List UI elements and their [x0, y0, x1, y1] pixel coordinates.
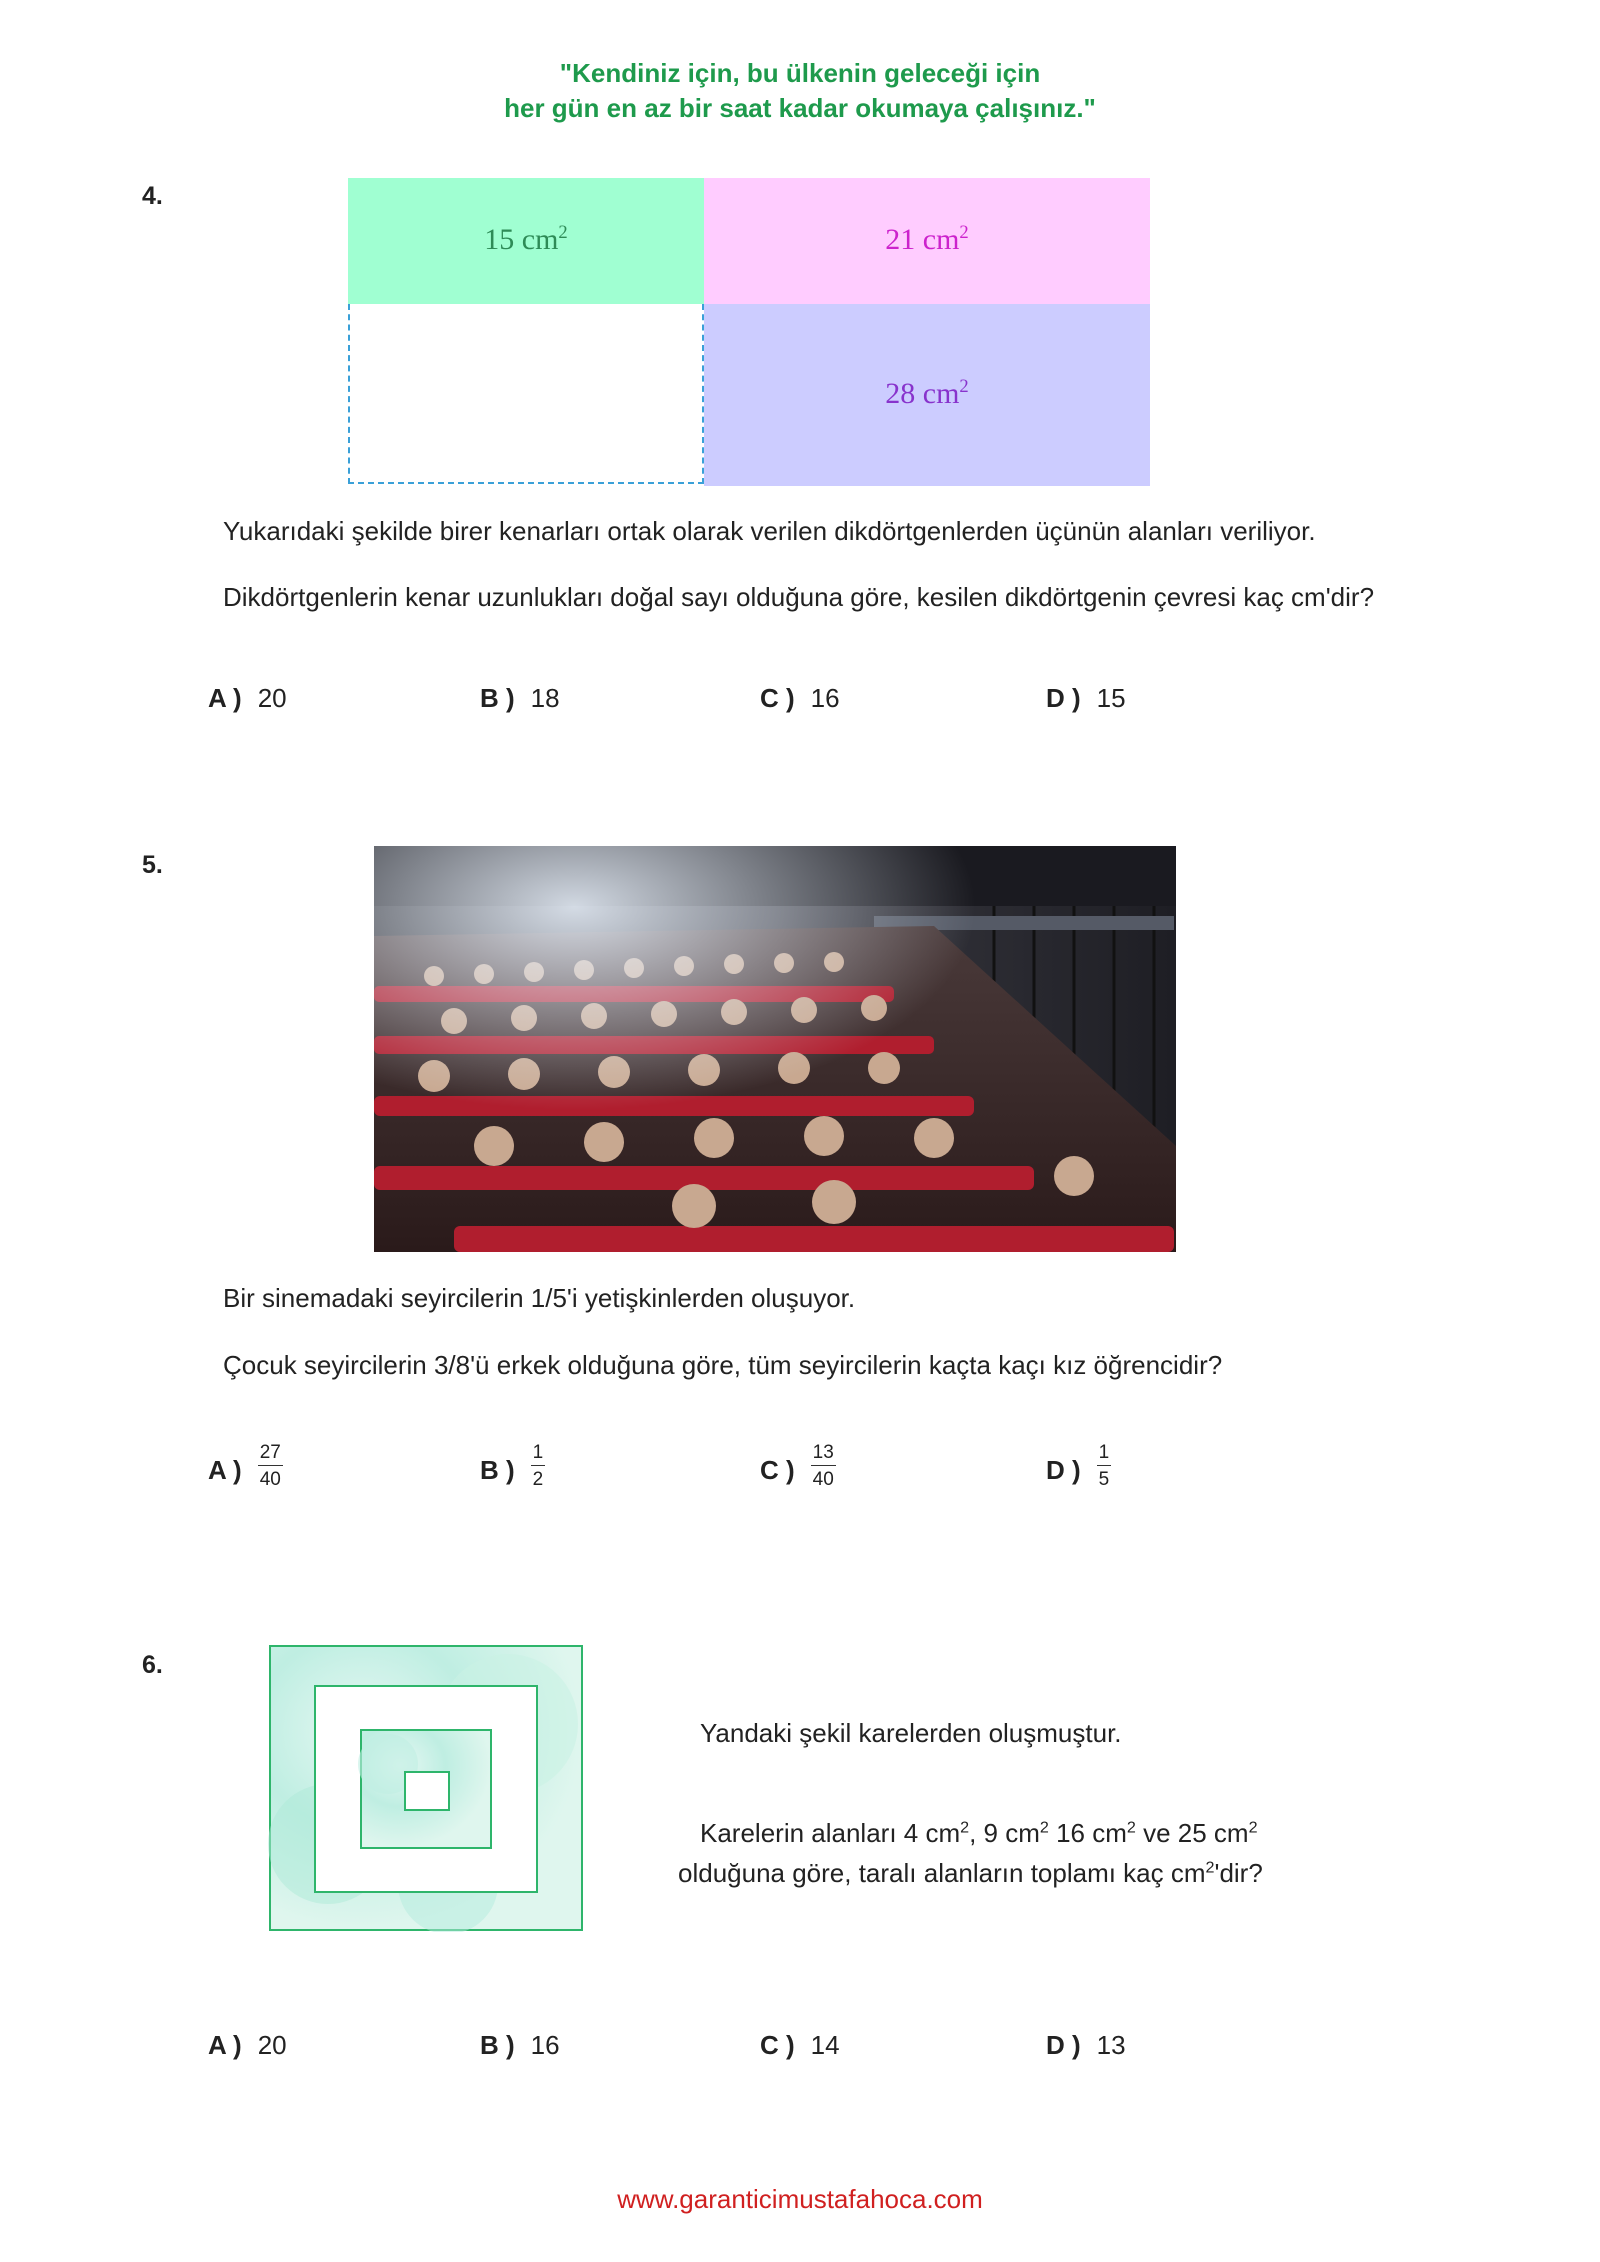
rectangles-figure [348, 178, 1150, 486]
q6-text-3: olduğuna göre, taralı alanların toplamı kaç $cm^2'dir$? [678, 1858, 1263, 1888]
rect-cut-dashed [348, 304, 704, 484]
rect-top-left [348, 178, 704, 304]
q4-option-c[interactable]: C ) 16 [760, 683, 840, 713]
question-number-5: 5. [142, 851, 163, 879]
nested-squares-figure [268, 1644, 584, 1932]
fraction: $\frac{13}{40}$ [812, 1442, 834, 1490]
q4-text-1: Yukarıdaki şekilde birer kenarları ortak olarak verilen dikdörtgenlerden üçünün alanları veriliyor. [223, 516, 1316, 546]
rect-top-right [704, 178, 1150, 304]
fraction: $\frac{1}{5}$ [1098, 1442, 1110, 1490]
footer-url[interactable]: www.garanticimustafahoca.com [617, 2184, 983, 2214]
q6-option-c[interactable]: C ) 14 [760, 2030, 840, 2060]
area-label-top-right: 21 $cm^2$ [885, 222, 969, 256]
q6-text-2: Karelerin alanları 4 $cm^2$, 9 $cm^2$ 16 $cm^2$ ve 25 $cm^2$ [700, 1818, 1258, 1848]
question-number-4: 4. [142, 182, 163, 210]
q5-option-d[interactable]: D ) $\frac{1}{5}$ [1046, 1442, 1110, 1490]
question-number-6: 6. [142, 1651, 163, 1679]
q4-option-d[interactable]: D ) 15 [1046, 683, 1126, 713]
header-quote [0, 56, 1600, 126]
area-label-top-left: 15 $cm^2$ [484, 222, 568, 256]
fraction: $\frac{27}{40}$ [259, 1442, 281, 1490]
q5-option-b[interactable]: B ) $\frac{1}{2}$ [480, 1442, 544, 1490]
q6-option-d[interactable]: D ) 13 [1046, 2030, 1126, 2060]
q6-text-1: Yandaki şekil karelerden oluşmuştur. [700, 1718, 1122, 1748]
area-label-bottom-right: 28 $cm^2$ [885, 376, 969, 410]
q6-option-a[interactable]: A ) 20 [208, 2030, 287, 2060]
cinema-audience-photo [374, 846, 1176, 1252]
q6-option-b[interactable]: B ) 16 [480, 2030, 560, 2060]
fraction: $\frac{1}{2}$ [532, 1442, 544, 1490]
q5-option-a[interactable]: A ) $\frac{27}{40}$ [208, 1442, 281, 1490]
q5-text-1: Bir sinemadaki seyircilerin 1/5'i yetişkinlerden oluşuyor. [223, 1283, 856, 1313]
q5-text-2: Çocuk seyircilerin 3/8'ü erkek olduğuna göre, tüm seyircilerin kaçta kaçı kız öğrencidir? [223, 1350, 1223, 1380]
q5-option-c[interactable]: C ) $\frac{13}{40}$ [760, 1442, 834, 1490]
quote-line-1: "Kendiniz için, bu ülkenin geleceği için [559, 58, 1041, 88]
rect-bottom-right [704, 304, 1150, 486]
q4-option-b[interactable]: B ) 18 [480, 683, 560, 713]
q4-text-2: Dikdörtgenlerin kenar uzunlukları doğal sayı olduğuna göre, kesilen dikdörtgenin çevresi kaç cm'dir? [223, 582, 1375, 612]
q4-option-a[interactable]: A ) 20 [208, 683, 287, 713]
quote-line-2: her gün en az bir saat kadar okumaya çalışınız." [504, 93, 1096, 123]
